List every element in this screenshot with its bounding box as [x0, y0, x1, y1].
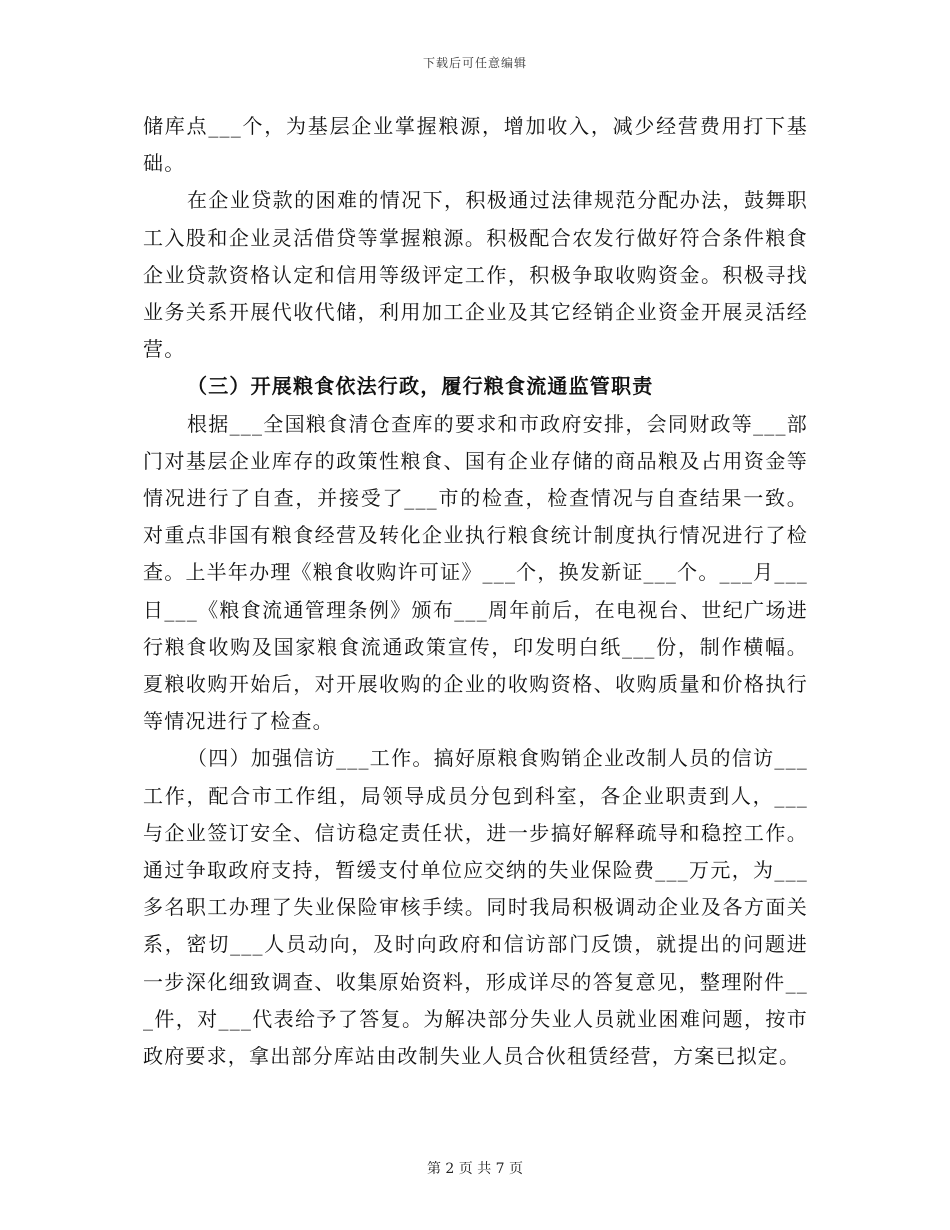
section-heading-three: （三）开展粮食依法行政，履行粮食流通监管职责 — [187, 374, 654, 399]
page-header: 下载后可任意编辑 — [422, 56, 527, 70]
paragraph-inspection: 根据___全国粮食清仓查库的要求和市政府安排，会同财政等___部门对基层企业库存的政策性粮食、国有企业存储的商品粮及占用资金等情况进行了自查，并接受了___市的检查，检查情况与自查结果一致。对重点非国有粮食经营及转化企业执行粮食统计制度执行情况进行了检查。上半年办理《粮食收购许可证》___个，换发新证___个。___月___日___《粮食流通管理条例》颁布___周年前后，在电视台、世纪广场进行粮食收购及国家粮食流通政策宣传，印发明白纸___份，制作横幅。夏粮收购开始后，对开展收购的企业的收购资格、收购质量和价格执行等情况进行了检查。 — [143, 411, 808, 734]
paragraph-loans: 在企业贷款的困难的情况下，积极通过法律规范分配办法，鼓舞职工入股和企业灵活借贷等掌握粮源。积极配合农发行做好符合条件粮食企业贷款资格认定和信用等级评定工作，积极争取收购资金。积极寻找业务关系开展代收代储，利用加工企业及其它经销企业资金开展灵活经营。 — [143, 188, 808, 362]
document-body — [143, 108, 808, 1075]
page-number: 第 2 页 共 7 页 — [426, 1161, 524, 1177]
paragraph-petitions: （四）加强信访___工作。搞好原粮食购销企业改制人员的信访___工作，配合市工作组，局领导成员分包到科室，各企业职责到人，___与企业签订安全、信访稳定责任状，进一步搞好解释疏导和稳控工作。通过争取政府支持，暂缓支付单位应交纳的失业保险费___万元，为___多名职工办理了失业保险审核手续。同时我局积极调动企业及各方面关系，密切___人员动向，及时向政府和信访部门反馈，就提出的问题进一步深化细致调查、收集原始资料，形成详尽的答复意见，整理附件___件，对___代表给予了答复。为解决部分失业人员就业困难问题，按市政府要求，拿出部分库站由改制失业人员合伙租赁经营，方案已拟定。 — [143, 746, 808, 1069]
paragraph-continuation: 储库点___个，为基层企业掌握粮源，增加收入，减少经营费用打下基础。 — [143, 114, 808, 176]
